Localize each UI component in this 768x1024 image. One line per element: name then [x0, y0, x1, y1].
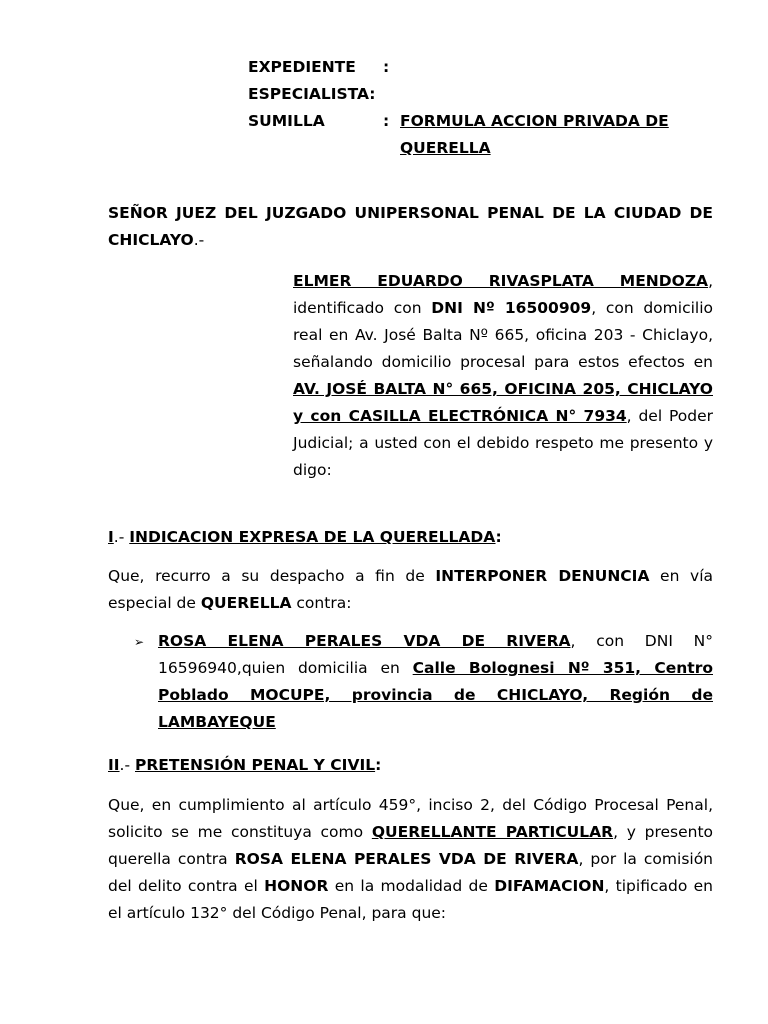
expediente-row [248, 54, 718, 81]
section-2-sep: .- [119, 756, 135, 774]
addressee-text: SEÑOR JUEZ DEL JUZGADO UNIPERSONAL PENAL DE LA CIUDAD DE CHICLAYO [108, 204, 713, 249]
addressee-suffix: .- [193, 231, 205, 249]
section-2-title: PRETENSIÓN PENAL Y CIVIL [135, 756, 376, 774]
para-2-bold-4: DIFAMACION [494, 877, 605, 895]
sumilla-value: FORMULA ACCION PRIVADA DE QUERELLA [400, 112, 669, 157]
expediente-label: EXPEDIENTE [248, 58, 356, 76]
section-1-title: INDICACION EXPRESA DE LA QUERELLADA [129, 528, 496, 546]
para-1-text-3: contra: [291, 594, 352, 612]
para-2-bold-2: ROSA ELENA PERALES VDA DE RIVERA [234, 850, 579, 868]
plaintiff-dni: DNI Nº 16500909 [431, 299, 592, 317]
intro-text-2: , con domicilio real en Av. José Balta Nº 665, oficina 203 - Chiclayo, señalando domicilio procesal para estos efectos en [293, 299, 713, 371]
para-2-bold-1: QUERELLANTE PARTICULAR [371, 823, 614, 841]
para-2-text-3: , por la comisión del delito contra el [108, 850, 714, 895]
paragraph-2 [108, 792, 713, 927]
paragraph-1 [108, 563, 713, 617]
section-2-heading [108, 752, 713, 779]
expediente-colon: : [383, 58, 390, 76]
bullet-arrow-icon: ➢ [134, 635, 145, 649]
defendant-bullet [134, 628, 713, 736]
especialista-label: ESPECIALISTA: [248, 85, 376, 103]
para-2-text-2: , y presento querella contra [108, 823, 714, 868]
case-header [248, 54, 718, 162]
para-1-text-1: Que, recurro a su despacho a fin de [108, 567, 436, 585]
sumilla-label: SUMILLA [248, 112, 325, 130]
para-2-text-4: en la modalidad de [328, 877, 495, 895]
para-2-bold-3: HONOR [264, 877, 329, 895]
procedural-address: AV. JOSÉ BALTA N° 665, OFICINA 205, CHICLAYO y con CASILLA ELECTRÓNICA N° 7934 [293, 380, 713, 425]
para-2-text-1: Que, en cumplimiento al artículo 459°, inciso 2, del Código Procesal Penal, solicito se me constituya como [108, 796, 713, 841]
intro-paragraph [293, 268, 713, 484]
section-1-number: I [108, 528, 114, 546]
para-1-text-2: en vía especial de [108, 567, 714, 612]
para-2-text-5: , tipificado en el artículo 132° del Código Penal, para que: [108, 877, 713, 922]
sumilla-colon: : [383, 112, 390, 130]
defendant-address: Calle Bolognesi Nº 351, Centro Poblado MOCUPE, provincia de CHICLAYO, Región de LAMBAYEQUE [158, 659, 713, 731]
bullet-text [158, 628, 713, 736]
section-1-sep: .- [113, 528, 130, 546]
section-1-colon: : [495, 528, 502, 546]
sumilla-row [248, 108, 718, 162]
para-1-bold-1: INTERPONER DENUNCIA [435, 567, 650, 585]
section-2-number: II [108, 756, 120, 774]
plaintiff-name: ELMER EDUARDO RIVASPLATA MENDOZA [293, 272, 709, 290]
para-1-bold-2: QUERELLA [200, 594, 292, 612]
intro-text-3: , del Poder Judicial; a usted con el debido respeto me presento y digo: [293, 407, 713, 479]
especialista-row [248, 81, 718, 108]
intro-text-1: , identificado con [293, 272, 713, 317]
section-2-colon: : [375, 756, 382, 774]
defendant-name: ROSA ELENA PERALES VDA DE RIVERA [158, 632, 571, 650]
addressee [108, 200, 713, 254]
section-1-heading [108, 524, 713, 551]
bullet-text-1: , con DNI N° 16596940,quien domicilia en [158, 632, 713, 677]
